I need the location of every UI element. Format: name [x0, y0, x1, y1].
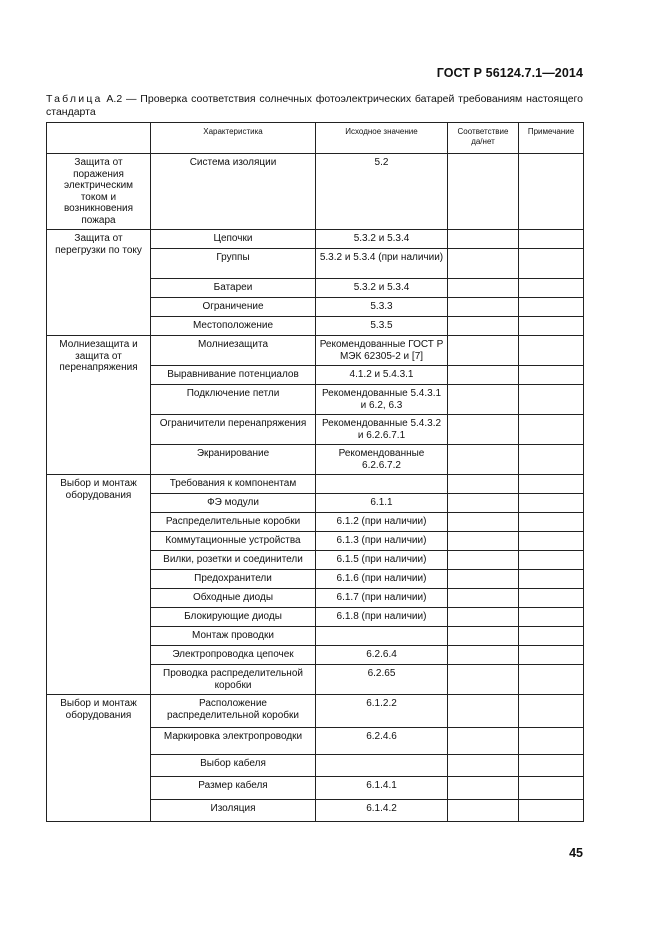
compliance-cell — [448, 777, 519, 800]
compliance-cell — [448, 317, 519, 336]
table-caption-text: А.2 — Проверка соответствия солнечных фотоэлектрических батарей требованиям настоящего стандарта — [46, 93, 583, 118]
compliance-cell — [448, 755, 519, 777]
characteristic-cell: Группы — [151, 249, 316, 279]
table-header-row — [47, 123, 584, 154]
initial-value-cell: 6.1.3 (при наличии) — [316, 532, 448, 551]
characteristic-cell: Ограничение — [151, 298, 316, 317]
initial-value-cell: 6.1.7 (при наличии) — [316, 589, 448, 608]
compliance-cell — [448, 551, 519, 570]
compliance-cell — [448, 570, 519, 589]
initial-value-cell: 5.3.2 и 5.3.4 — [316, 230, 448, 249]
initial-value-cell: Рекомендованные 6.2.6.7.2 — [316, 445, 448, 475]
compliance-cell — [448, 249, 519, 279]
compliance-cell — [448, 695, 519, 728]
characteristic-cell: Вилки, розетки и соединители — [151, 551, 316, 570]
compliance-cell — [448, 279, 519, 298]
characteristic-cell: Коммутационные устройства — [151, 532, 316, 551]
initial-value-cell: 5.3.3 — [316, 298, 448, 317]
table-row — [47, 336, 584, 366]
page-number: 45 — [569, 846, 583, 860]
initial-value-cell — [316, 755, 448, 777]
compliance-cell — [448, 532, 519, 551]
note-cell — [519, 608, 584, 627]
characteristic-cell: Цепочки — [151, 230, 316, 249]
header-characteristic: Характеристика — [151, 123, 316, 154]
compliance-cell — [448, 665, 519, 695]
note-cell — [519, 728, 584, 755]
initial-value-cell: 6.1.6 (при наличии) — [316, 570, 448, 589]
compliance-cell — [448, 513, 519, 532]
note-cell — [519, 279, 584, 298]
characteristic-cell: Распределительные коробки — [151, 513, 316, 532]
note-cell — [519, 570, 584, 589]
initial-value-cell: 6.2.6.4 — [316, 646, 448, 665]
characteristic-cell: Система изоляции — [151, 154, 316, 230]
group-name-cell: Молниезащита и защита от перенапряжения — [47, 336, 151, 475]
note-cell — [519, 627, 584, 646]
table-row — [47, 475, 584, 494]
note-cell — [519, 317, 584, 336]
table-row — [47, 695, 584, 728]
note-cell — [519, 646, 584, 665]
initial-value-cell: 6.1.4.2 — [316, 800, 448, 822]
note-cell — [519, 230, 584, 249]
note-cell — [519, 445, 584, 475]
initial-value-cell: 5.2 — [316, 154, 448, 230]
table-row — [47, 154, 584, 230]
note-cell — [519, 665, 584, 695]
compliance-cell — [448, 366, 519, 385]
note-cell — [519, 695, 584, 728]
compliance-cell — [448, 800, 519, 822]
note-cell — [519, 800, 584, 822]
characteristic-cell: Выбор кабеля — [151, 755, 316, 777]
note-cell — [519, 385, 584, 415]
initial-value-cell — [316, 627, 448, 646]
initial-value-cell — [316, 475, 448, 494]
characteristic-cell: Требования к компонентам — [151, 475, 316, 494]
group-name-cell: Выбор и монтаж оборудования — [47, 475, 151, 695]
characteristic-cell: Монтаж проводки — [151, 627, 316, 646]
compliance-cell — [448, 298, 519, 317]
characteristic-cell: Предохранители — [151, 570, 316, 589]
characteristic-cell: Выравнивание потенциалов — [151, 366, 316, 385]
characteristic-cell: Размер кабеля — [151, 777, 316, 800]
table-caption-lead: Таблица — [46, 93, 103, 105]
characteristic-cell: ФЭ модули — [151, 494, 316, 513]
note-cell — [519, 532, 584, 551]
initial-value-cell: 6.1.8 (при наличии) — [316, 608, 448, 627]
initial-value-cell: 4.1.2 и 5.4.3.1 — [316, 366, 448, 385]
table-caption — [46, 93, 583, 119]
note-cell — [519, 298, 584, 317]
compliance-cell — [448, 728, 519, 755]
compliance-cell — [448, 608, 519, 627]
note-cell — [519, 415, 584, 445]
header-group — [47, 123, 151, 154]
initial-value-cell: Рекомендованные ГОСТ Р МЭК 62305-2 и [7] — [316, 336, 448, 366]
characteristic-cell: Проводка распределительной коробки — [151, 665, 316, 695]
characteristic-cell: Изоляция — [151, 800, 316, 822]
characteristic-cell: Электропроводка цепочек — [151, 646, 316, 665]
note-cell — [519, 475, 584, 494]
compliance-cell — [448, 494, 519, 513]
characteristic-cell: Ограничители перенапряжения — [151, 415, 316, 445]
characteristic-cell: Обходные диоды — [151, 589, 316, 608]
note-cell — [519, 755, 584, 777]
note-cell — [519, 589, 584, 608]
characteristic-cell: Батареи — [151, 279, 316, 298]
header-note: Примечание — [519, 123, 584, 154]
characteristic-cell: Блокирующие диоды — [151, 608, 316, 627]
header-compliance: Соответствие да/нет — [448, 123, 519, 154]
table-row — [47, 230, 584, 249]
compliance-cell — [448, 589, 519, 608]
initial-value-cell: 6.1.1 — [316, 494, 448, 513]
compliance-cell — [448, 154, 519, 230]
characteristic-cell: Подключение петли — [151, 385, 316, 415]
initial-value-cell: 6.1.5 (при наличии) — [316, 551, 448, 570]
compliance-cell — [448, 230, 519, 249]
note-cell — [519, 249, 584, 279]
document-code: ГОСТ Р 56124.7.1—2014 — [436, 66, 583, 80]
note-cell — [519, 513, 584, 532]
initial-value-cell: 6.1.4.1 — [316, 777, 448, 800]
compliance-cell — [448, 385, 519, 415]
compliance-cell — [448, 336, 519, 366]
note-cell — [519, 154, 584, 230]
note-cell — [519, 777, 584, 800]
initial-value-cell: 5.3.5 — [316, 317, 448, 336]
note-cell — [519, 366, 584, 385]
compliance-table — [46, 122, 584, 822]
initial-value-cell: 6.1.2 (при наличии) — [316, 513, 448, 532]
note-cell — [519, 551, 584, 570]
table-body — [47, 154, 584, 822]
compliance-cell — [448, 627, 519, 646]
note-cell — [519, 336, 584, 366]
characteristic-cell: Маркировка электропроводки — [151, 728, 316, 755]
characteristic-cell: Расположение распределительной коробки — [151, 695, 316, 728]
initial-value-cell: 6.2.65 — [316, 665, 448, 695]
header-initial-value: Исходное значение — [316, 123, 448, 154]
compliance-cell — [448, 646, 519, 665]
initial-value-cell: Рекомендованные 5.4.3.2 и 6.2.6.7.1 — [316, 415, 448, 445]
group-name-cell: Выбор и монтаж оборудования — [47, 695, 151, 822]
initial-value-cell: 6.1.2.2 — [316, 695, 448, 728]
note-cell — [519, 494, 584, 513]
initial-value-cell: 5.3.2 и 5.3.4 — [316, 279, 448, 298]
compliance-cell — [448, 415, 519, 445]
compliance-cell — [448, 445, 519, 475]
compliance-cell — [448, 475, 519, 494]
initial-value-cell: Рекомендованные 5.4.3.1 и 6.2, 6.3 — [316, 385, 448, 415]
characteristic-cell: Молниезащита — [151, 336, 316, 366]
initial-value-cell: 6.2.4.6 — [316, 728, 448, 755]
group-name-cell: Защита от перегрузки по току — [47, 230, 151, 336]
group-name-cell: Защита от поражения электрическим током и возникновения пожара — [47, 154, 151, 230]
characteristic-cell: Местоположение — [151, 317, 316, 336]
characteristic-cell: Экранирование — [151, 445, 316, 475]
initial-value-cell: 5.3.2 и 5.3.4 (при наличии) — [316, 249, 448, 279]
